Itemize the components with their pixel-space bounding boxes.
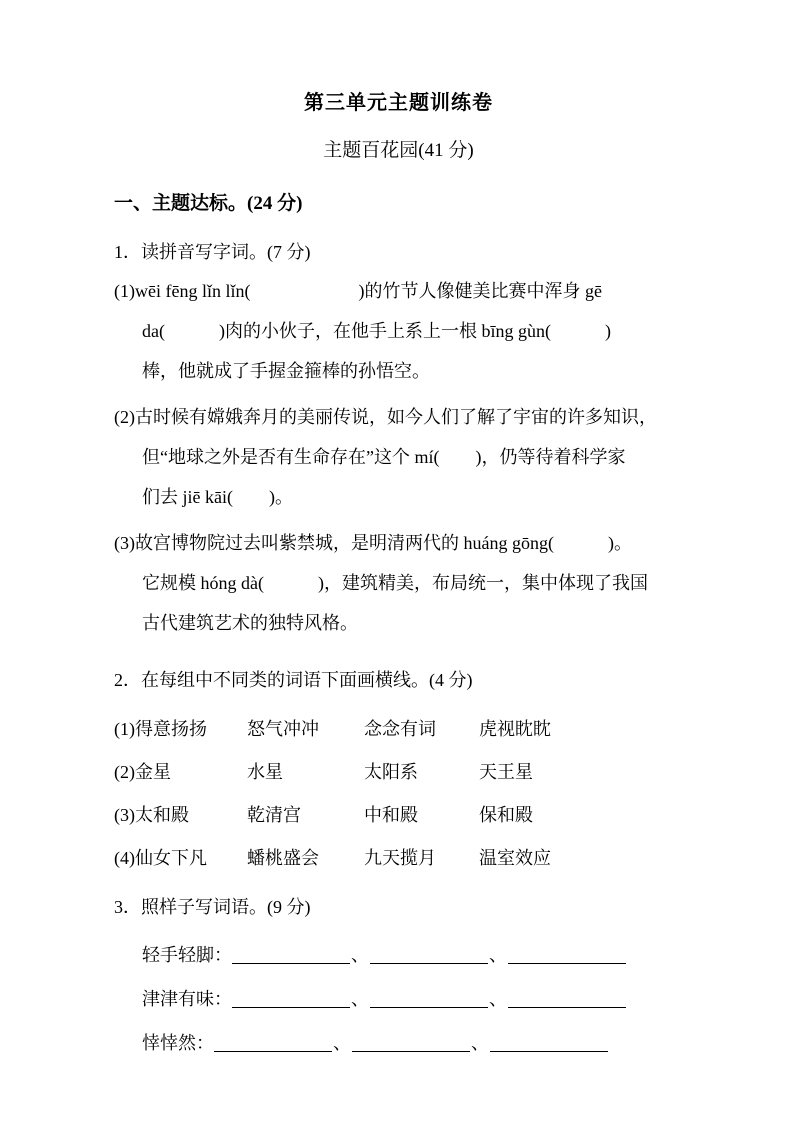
row-label: (1) bbox=[114, 719, 135, 739]
question-2-stem: 2．在每组中不同类的词语下面画横线。(4 分) bbox=[114, 670, 473, 690]
word-item bbox=[114, 760, 247, 784]
word-item: 九天揽月 bbox=[364, 848, 436, 868]
answer-blank bbox=[490, 1034, 608, 1052]
question-1-stem: 1．读拼音写字词。(7 分) bbox=[114, 242, 311, 262]
answer-blank bbox=[508, 946, 626, 964]
page-subtitle: 主题百花园(41 分) bbox=[323, 140, 474, 161]
text-line: (3)故宫博物院过去叫紫禁城，是明清两代的 huáng gōng( )。 bbox=[114, 533, 632, 553]
word-item: 虎视眈眈 bbox=[479, 719, 551, 739]
word: 金星 bbox=[135, 762, 171, 782]
separator: 、 bbox=[489, 945, 507, 965]
separator: 、 bbox=[351, 989, 369, 1009]
word-item: 怒气冲冲 bbox=[247, 719, 319, 739]
answer-blank bbox=[370, 946, 488, 964]
row-label: (3) bbox=[114, 805, 135, 825]
answer-blank bbox=[232, 946, 350, 964]
word-item: 乾清宫 bbox=[247, 805, 301, 825]
fill-line bbox=[114, 986, 683, 1012]
word-item: 保和殿 bbox=[479, 805, 533, 825]
fill-line bbox=[114, 942, 683, 968]
word-item: 天王星 bbox=[479, 762, 533, 782]
answer-blank bbox=[352, 1034, 470, 1052]
fill-line bbox=[114, 1030, 683, 1056]
separator: 、 bbox=[333, 1033, 351, 1053]
separator: 、 bbox=[489, 989, 507, 1009]
text-line: 们去 jiē kāi( )。 bbox=[142, 487, 293, 507]
text-line: (2)古时候有嫦娥奔月的美丽传说，如今人们了解了宇宙的许多知识， bbox=[114, 407, 657, 427]
separator: 、 bbox=[351, 945, 369, 965]
word-item: 念念有词 bbox=[364, 719, 436, 739]
text-line: 但“地球之外是否有生命存在”这个 mí( )，仍等待着科学家 bbox=[142, 447, 626, 467]
word-item: 水星 bbox=[247, 762, 283, 782]
word-item bbox=[114, 803, 247, 827]
answer-blank bbox=[214, 1034, 332, 1052]
word-item bbox=[114, 846, 247, 870]
separator: 、 bbox=[471, 1033, 489, 1053]
answer-blank bbox=[370, 990, 488, 1008]
word-group-row bbox=[114, 846, 683, 870]
q1-part-2 bbox=[114, 397, 683, 517]
example-word: 津津有味： bbox=[142, 989, 232, 1009]
text-line: 棒，他就成了手握金箍棒的孙悟空。 bbox=[142, 361, 430, 381]
section-heading: 一、主题达标。(24 分) bbox=[114, 193, 303, 214]
text-line: (1)wēi fēng lǐn lǐn( )的竹节人像健美比赛中浑身 gē bbox=[114, 281, 602, 301]
page-title: 第三单元主题训练卷 bbox=[304, 92, 493, 114]
q1-part-1 bbox=[114, 271, 683, 391]
row-label: (2) bbox=[114, 762, 135, 782]
row-label: (4) bbox=[114, 848, 135, 868]
word-group-row bbox=[114, 717, 683, 741]
answer-blank bbox=[232, 990, 350, 1008]
word-group-row bbox=[114, 760, 683, 784]
word-item: 温室效应 bbox=[479, 848, 551, 868]
word-item: 中和殿 bbox=[364, 805, 418, 825]
text-line: 古代建筑艺术的独特风格。 bbox=[142, 613, 358, 633]
text-line: 它规模 hóng dà( )，建筑精美，布局统一，集中体现了我国 bbox=[142, 573, 648, 593]
word-item bbox=[114, 717, 247, 741]
question-3-stem: 3．照样子写词语。(9 分) bbox=[114, 897, 311, 917]
word-item: 太阳系 bbox=[364, 762, 418, 782]
text-line: da( )肉的小伙子，在他手上系上一根 bīng gùn( ) bbox=[142, 321, 611, 341]
example-word: 轻手轻脚： bbox=[142, 945, 232, 965]
q1-part-3 bbox=[114, 523, 683, 643]
example-word: 悻悻然： bbox=[142, 1033, 214, 1053]
word: 得意扬扬 bbox=[135, 719, 207, 739]
word: 太和殿 bbox=[135, 805, 189, 825]
answer-blank bbox=[508, 990, 626, 1008]
word-group-row bbox=[114, 803, 683, 827]
word: 仙女下凡 bbox=[135, 848, 207, 868]
word-item: 蟠桃盛会 bbox=[247, 848, 319, 868]
